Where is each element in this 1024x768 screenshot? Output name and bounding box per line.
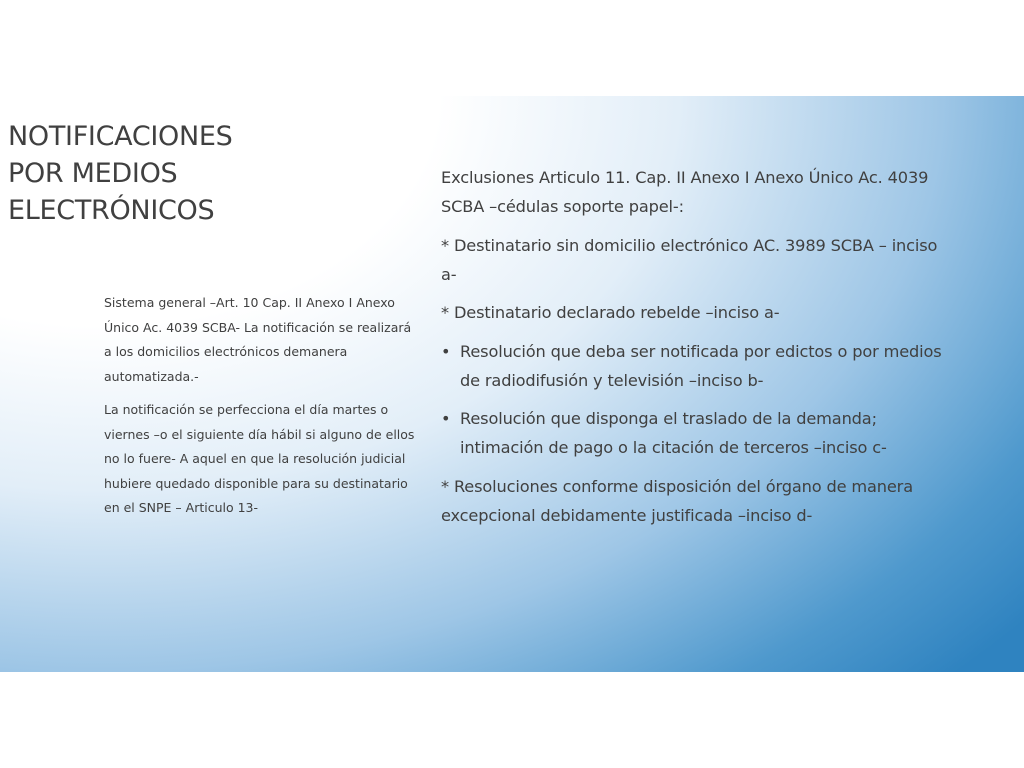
left-paragraph-perfection: La notificación se perfecciona el día martes o viernes –o el siguiente día hábil si alguno de ellos no lo fuere- A aquel en que la resolución judicial hubiere quedado disponible para su destinatario en el SNPE – Articulo 13- [104,402,415,515]
left-text-block [104,291,416,530]
exclusion-bullet-edicts [441,337,951,395]
exclusion-item-exceptional: * Resoluciones conforme disposición del órgano de manera excepcional debidamente justificada –inciso d- [441,476,913,525]
bullet-icon: • [441,341,451,361]
exclusion-bullet-transfer [441,404,951,462]
title-line: ELECTRÓNICOS [8,195,215,226]
right-text-block [441,163,951,539]
exclusion-item-no-domicile: * Destinatario sin domicilio electrónico AC. 3989 SCBA – inciso a- [441,235,938,284]
left-paragraph-general-system: Sistema general –Art. 10 Cap. II Anexo I Anexo Único Ac. 4039 SCBA- La notificación se realizará a los domicilios electrónicos demanera automatizada.- [104,295,412,384]
slide-title [8,118,308,229]
title-line: NOTIFICACIONES [8,121,233,152]
exclusions-intro: Exclusiones Articulo 11. Cap. II Anexo I Anexo Único Ac. 4039 SCBA –cédulas soporte papel-: [441,168,929,216]
bullet-text: Resolución que disponga el traslado de la demanda; intimación de pago o la citación de terceros –inciso c- [460,409,887,457]
bullet-text: Resolución que deba ser notificada por edictos o por medios de radiodifusión y televisión –inciso b- [460,341,942,390]
slide [0,96,1024,672]
exclusion-item-rebel: * Destinatario declarado rebelde –inciso a- [441,303,780,322]
title-line: POR MEDIOS [8,158,178,189]
bullet-icon: • [441,409,451,428]
